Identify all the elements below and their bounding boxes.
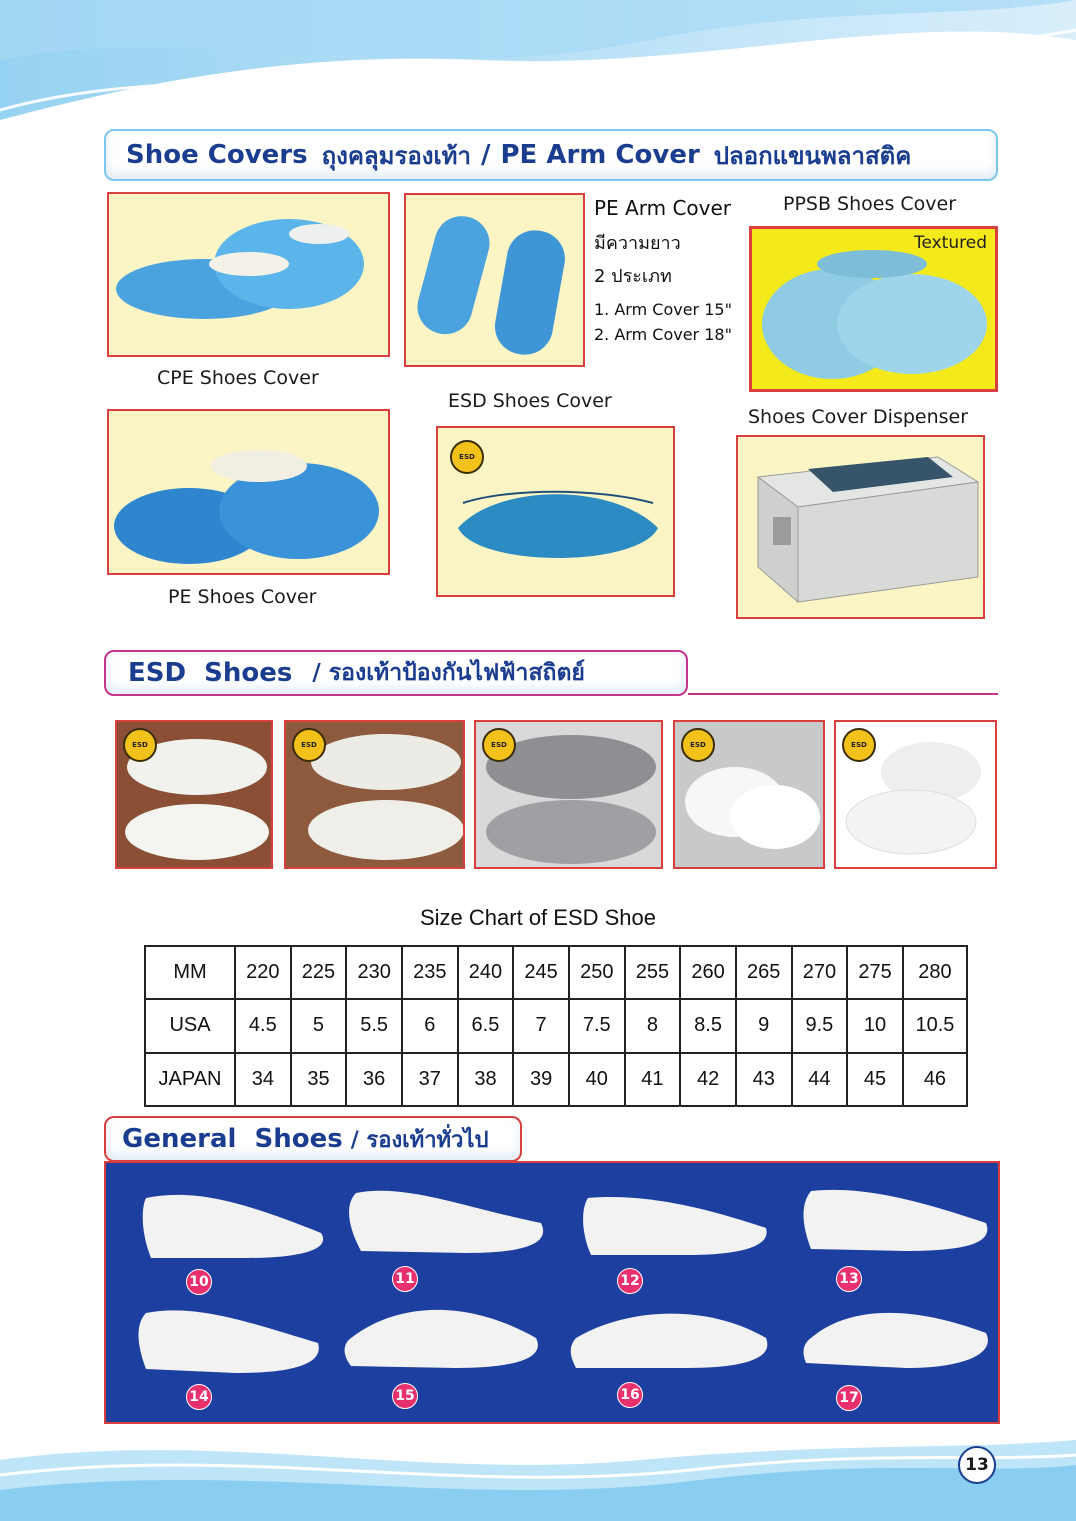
arm-cover-info <box>594 196 739 344</box>
esd-badge-label: ESD <box>301 741 317 749</box>
size-chart-cell: 5 <box>291 999 347 1052</box>
size-chart-row <box>145 946 967 999</box>
ppsb-shoes-cover-caption: PPSB Shoes Cover <box>783 193 957 215</box>
top-wave-decoration <box>0 0 1076 140</box>
page-number-label: 13 <box>965 1455 989 1475</box>
size-chart-cell: 44 <box>792 1053 848 1106</box>
bottom-wave-decoration <box>0 1420 1076 1521</box>
size-chart-cell: 7.5 <box>569 999 625 1052</box>
esd-shoes-cover-caption: ESD Shoes Cover <box>448 390 612 412</box>
esd-badge-label: ESD <box>851 741 867 749</box>
general-shoe-number-17: 17 <box>836 1385 862 1411</box>
general-shoe-number-10: 10 <box>186 1269 212 1295</box>
esd-shoe-photo-3 <box>474 720 663 869</box>
size-chart-cell: 4.5 <box>235 999 291 1052</box>
ppsb-shoes-cover-photo <box>749 226 998 392</box>
general-shoe-number-15: 15 <box>392 1383 418 1409</box>
esd-badge-label: ESD <box>459 453 475 461</box>
size-chart-cell: 38 <box>458 1053 514 1106</box>
size-chart-cell: 8.5 <box>680 999 736 1052</box>
esd-warning-icon-5 <box>842 728 876 762</box>
size-chart-row-label: MM <box>145 946 235 999</box>
general-shoes-panel <box>104 1161 1000 1424</box>
shoe-covers-title-en: Shoe Covers <box>126 140 308 170</box>
size-chart-cell: 36 <box>346 1053 402 1106</box>
size-chart-cell: 280 <box>903 946 967 999</box>
size-chart-cell: 7 <box>513 999 569 1052</box>
general-shoe-number-13: 13 <box>836 1266 862 1292</box>
size-chart-cell: 34 <box>235 1053 291 1106</box>
esd-warning-icon-4 <box>681 728 715 762</box>
arm-cover-info-title: PE Arm Cover <box>594 196 732 220</box>
esd-badge-label: ESD <box>132 741 148 749</box>
page-number <box>958 1446 996 1484</box>
general-shoe-number-12: 12 <box>617 1268 643 1294</box>
esd-shoes-cover-photo <box>436 426 675 597</box>
esd-heading-underline <box>688 693 998 695</box>
size-chart-row <box>145 999 967 1052</box>
esd-shoes-heading <box>104 650 688 696</box>
size-chart-row-label: USA <box>145 999 235 1052</box>
esd-shoes-title-en: ESD Shoes <box>128 658 293 688</box>
esd-shoes-title-th: / รองเท้าป้องกันไฟฟ้าสถิตย์ <box>312 660 585 686</box>
arm-cover-info-line1: มีความยาว <box>594 233 681 254</box>
dispenser-caption: Shoes Cover Dispenser <box>748 406 969 428</box>
size-chart-cell: 8 <box>625 999 681 1052</box>
size-chart-cell: 9.5 <box>792 999 848 1052</box>
size-chart-cell: 10.5 <box>903 999 967 1052</box>
arm-cover-info-item2: 2. Arm Cover 18" <box>594 325 732 344</box>
ppsb-textured-tag: Textured <box>913 233 987 253</box>
general-shoes-title-en: General Shoes <box>122 1124 343 1154</box>
general-shoe-number-16: 16 <box>617 1382 643 1408</box>
size-chart-cell: 46 <box>903 1053 967 1106</box>
shoe-covers-title-th: ถุงคลุมรองเท้า <box>321 141 471 170</box>
size-chart-cell: 41 <box>625 1053 681 1106</box>
size-chart-cell: 260 <box>680 946 736 999</box>
general-shoe-number-11: 11 <box>392 1266 418 1292</box>
esd-warning-icon-1 <box>123 728 157 762</box>
general-shoes-illustrations <box>106 1163 998 1422</box>
size-chart-row-label: JAPAN <box>145 1053 235 1106</box>
pe-shoes-cover-caption: PE Shoes Cover <box>168 586 317 608</box>
pe-shoes-cover-photo <box>107 409 390 575</box>
size-chart-table <box>144 945 968 1107</box>
size-chart-cell: 240 <box>458 946 514 999</box>
esd-warning-icon <box>450 440 484 474</box>
esd-shoe-photo-4 <box>673 720 825 869</box>
general-shoes-heading <box>104 1116 522 1162</box>
esd-warning-icon-3 <box>482 728 516 762</box>
cpe-shoes-cover-photo <box>107 192 390 357</box>
size-chart-cell: 35 <box>291 1053 347 1106</box>
arm-cover-title-en: PE Arm Cover <box>500 140 700 170</box>
esd-badge-label: ESD <box>690 741 706 749</box>
size-chart-cell: 250 <box>569 946 625 999</box>
esd-badge-label: ESD <box>491 741 507 749</box>
size-chart-cell: 270 <box>792 946 848 999</box>
cpe-shoes-cover-caption: CPE Shoes Cover <box>157 367 319 389</box>
size-chart-cell: 10 <box>847 999 903 1052</box>
pe-arm-cover-photo <box>404 193 585 367</box>
size-chart-cell: 43 <box>736 1053 792 1106</box>
size-chart-cell: 225 <box>291 946 347 999</box>
size-chart-cell: 37 <box>402 1053 458 1106</box>
size-chart-cell: 9 <box>736 999 792 1052</box>
size-chart-row <box>145 1053 967 1106</box>
general-shoes-title-th: / รองเท้าทั่วไป <box>350 1127 489 1153</box>
size-chart-cell: 275 <box>847 946 903 999</box>
size-chart-cell: 42 <box>680 1053 736 1106</box>
size-chart-cell: 40 <box>569 1053 625 1106</box>
size-chart-cell: 220 <box>235 946 291 999</box>
size-chart-cell: 6.5 <box>458 999 514 1052</box>
arm-cover-info-line2: 2 ประเภท <box>594 266 672 287</box>
arm-cover-info-item1: 1. Arm Cover 15" <box>594 300 732 319</box>
size-chart-cell: 230 <box>346 946 402 999</box>
esd-shoe-photo-2 <box>284 720 465 869</box>
esd-shoe-photo-1 <box>115 720 273 869</box>
shoe-covers-title-sep: / <box>480 140 491 170</box>
size-chart-cell: 265 <box>736 946 792 999</box>
size-chart-cell: 245 <box>513 946 569 999</box>
shoe-covers-heading <box>104 129 998 181</box>
size-chart-title: Size Chart of ESD Shoe <box>420 905 657 930</box>
esd-warning-icon-2 <box>292 728 326 762</box>
size-chart-cell: 39 <box>513 1053 569 1106</box>
size-chart-cell: 45 <box>847 1053 903 1106</box>
size-chart-cell: 255 <box>625 946 681 999</box>
size-chart-cell: 6 <box>402 999 458 1052</box>
dispenser-photo <box>736 435 985 619</box>
size-chart-cell: 5.5 <box>346 999 402 1052</box>
esd-shoe-photo-5 <box>834 720 997 869</box>
size-chart-cell: 235 <box>402 946 458 999</box>
general-shoe-number-14: 14 <box>186 1384 212 1410</box>
arm-cover-title-th: ปลอกแขนพลาสติค <box>713 141 912 170</box>
